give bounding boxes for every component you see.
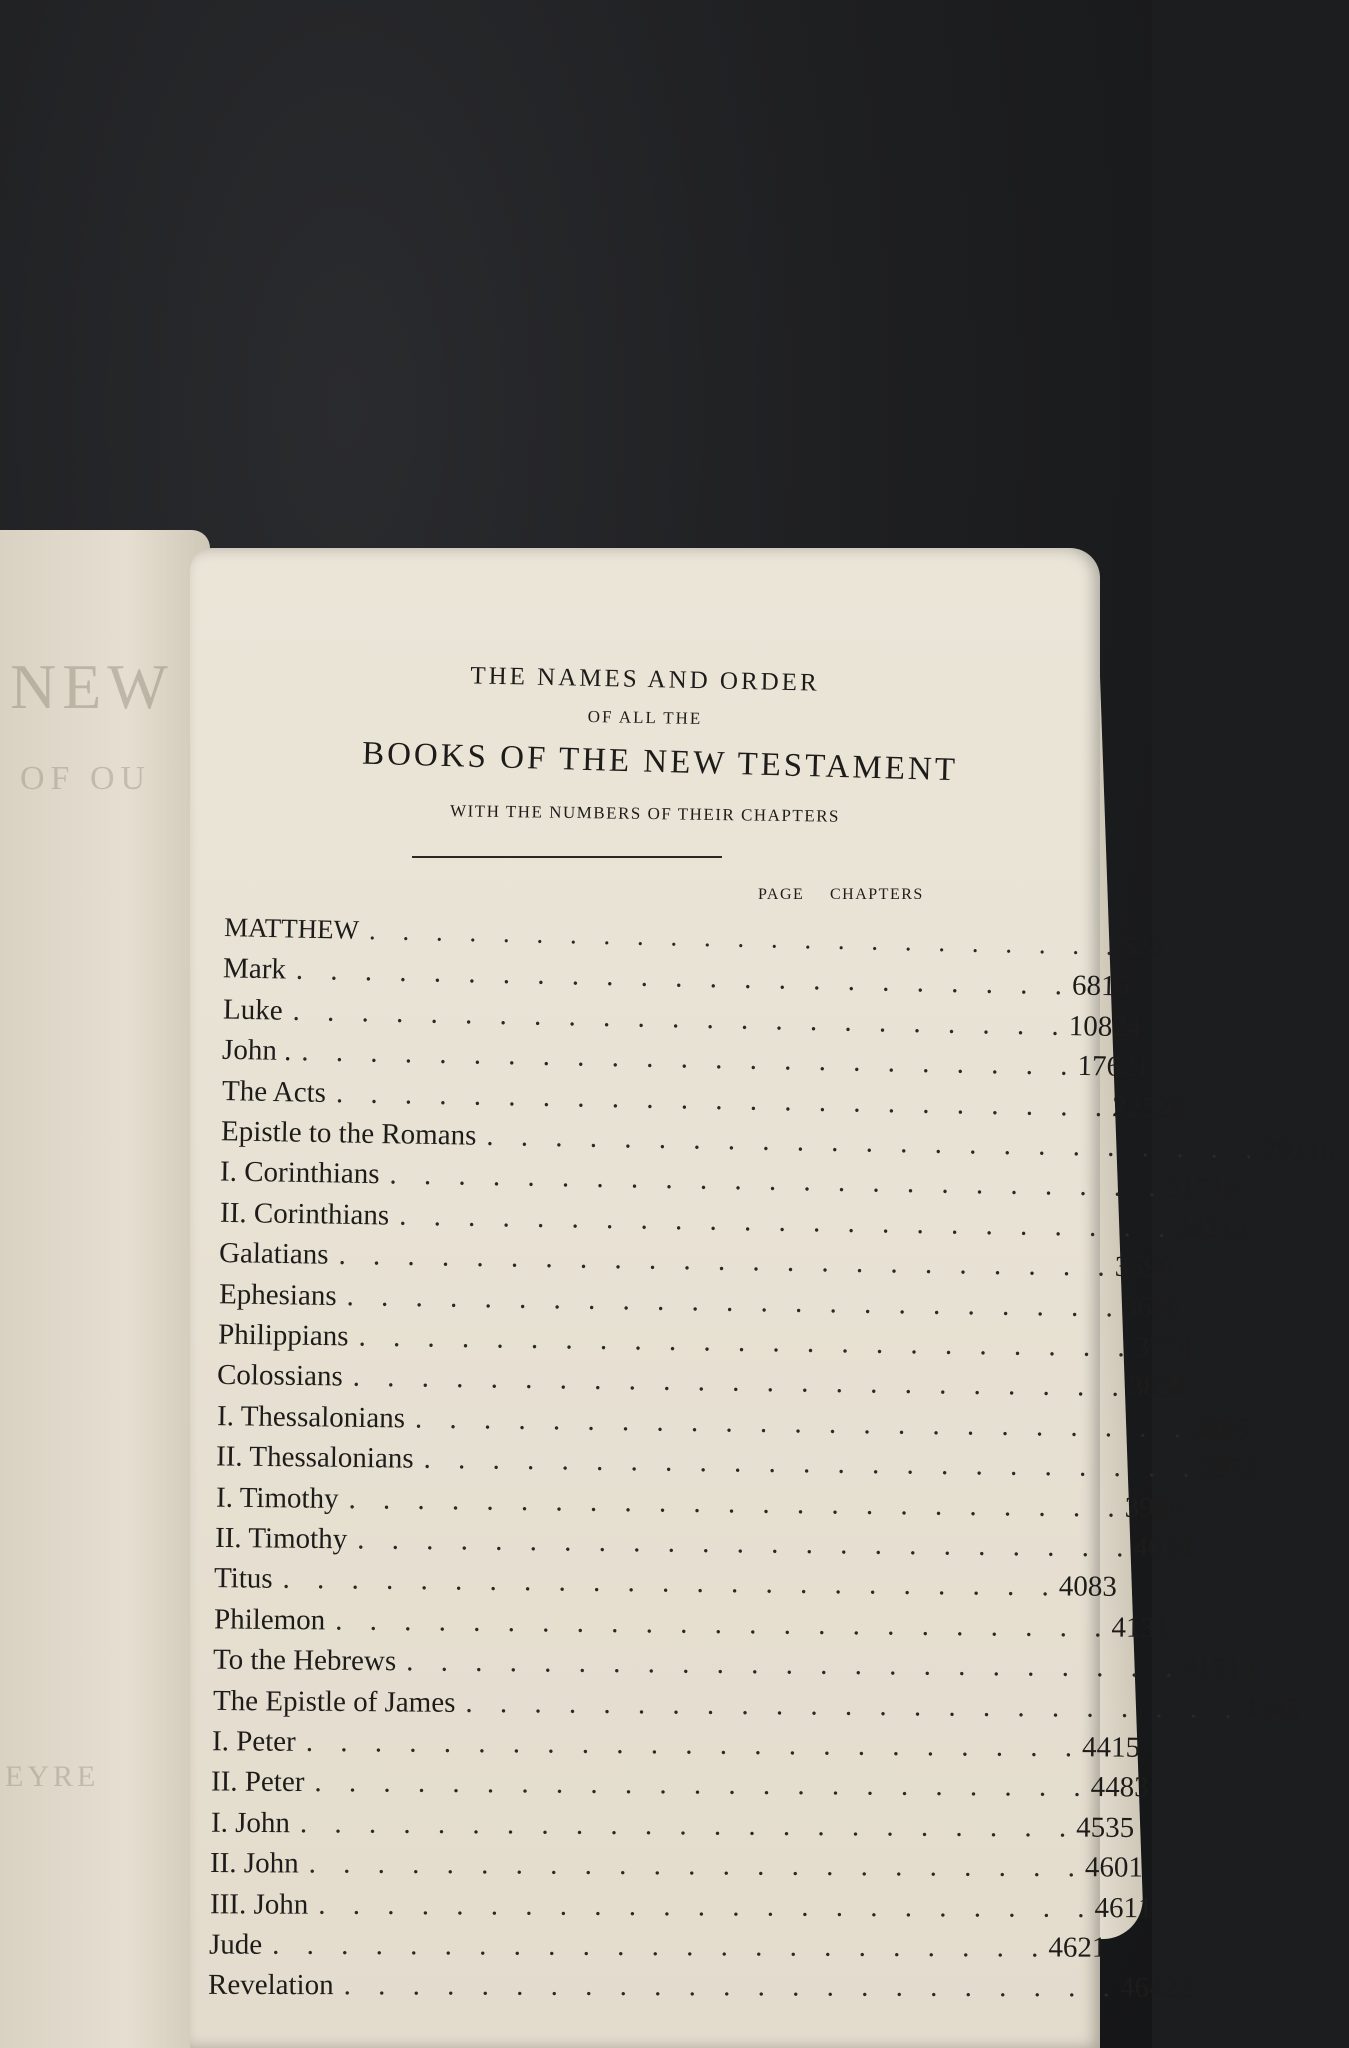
list-item (211, 1725, 1141, 1767)
leader-dots: . . . . . . . . . . . . . . . . . . . . . . . (414, 1402, 1192, 1445)
book-chapter-count: 16 (1101, 970, 1131, 1004)
leader-dots: . . . . . . . . . . . . . . . . . . . . . . . (301, 1035, 1078, 1083)
leader-dots: . . . . . . . . . . . . . . . . . . . . . . . (335, 1076, 1112, 1123)
list-item (217, 1318, 1193, 1366)
book-chapter-count: 1 (1091, 1931, 1107, 1964)
book-name: MATTHEW (223, 912, 360, 945)
book-chapter-count: 21 (1120, 1050, 1151, 1084)
book-page-number: 176 (1077, 1050, 1122, 1083)
book-name: Jude (208, 1928, 263, 1961)
book-name: John . (221, 1033, 292, 1068)
book-page-number: 462 (1048, 1931, 1092, 1964)
book-page-number: 434 (1241, 1692, 1285, 1725)
left-page-show-through-imprint: EYRE (5, 1760, 100, 1793)
list-item (211, 1765, 1150, 1807)
heading-subtitle: WITH THE NUMBERS OF THEIR CHAPTERS (449, 801, 841, 826)
list-item (212, 1684, 1300, 1727)
list-item (214, 1521, 1192, 1566)
list-item (208, 1969, 1193, 2007)
leader-dots: . . . . . . . . . . . . . . . . . . . . . . . (334, 1604, 1112, 1644)
book-name: Luke (222, 993, 283, 1027)
book-chapter-count: 4 (1172, 1371, 1188, 1405)
column-header-chapters: CHAPTERS (830, 886, 924, 903)
leader-dots: . . . . . . . . . . . . . . . . . . . . . . . (352, 1361, 1130, 1404)
book-page-number: 395 (1199, 1452, 1244, 1485)
book-chapter-count: 6 (1165, 1291, 1181, 1324)
list-item (208, 1928, 1107, 1968)
book-name: II. Thessalonians (216, 1440, 415, 1475)
book-page-number: 389 (1190, 1412, 1235, 1445)
column-header-page: PAGE (758, 886, 805, 903)
book-name: To the Hebrews (213, 1643, 397, 1678)
book-name: I. Thessalonians (216, 1399, 405, 1435)
book-chapter-count: 1 (1128, 1851, 1144, 1884)
leader-dots: . . . . . . . . . . . . . . . . . . . . . . . (292, 994, 1069, 1042)
leader-dots: . . . . . . . . . . . . . . . . . . . . . . . (346, 1279, 1123, 1324)
book-page-number: 464 (1120, 1971, 1164, 2004)
leader-dots: . . . . . . . . . . . . . . . . . . . . . . . (347, 1482, 1125, 1524)
leader-dots: . . . . . . . . . . . . . . . . . . . . . . . (308, 1847, 1086, 1884)
book-page-number: 453 (1075, 1811, 1120, 1844)
book-chapter-count: 5 (1125, 1731, 1141, 1764)
book-name: Philippians (217, 1318, 349, 1353)
left-page-show-through-text: NEW (10, 651, 174, 722)
book-chapter-count: 3 (1134, 1771, 1150, 1804)
book-chapter-count: 5 (1284, 1692, 1300, 1725)
leader-dots: . . . . . . . . . . . . . . . . . . . . . . . (398, 1199, 1176, 1244)
book-chapter-count: 16 (1305, 1134, 1336, 1167)
list-item (219, 1196, 1248, 1246)
book-name: Ephesians (218, 1277, 337, 1312)
page-title: BOOKS OF THE NEW TESTAMENT (361, 735, 959, 789)
leader-dots: . . . . . . . . . . . . . . . . . . . . . . . (343, 1969, 1121, 2004)
book-page-number: 413 (1111, 1611, 1155, 1644)
leader-dots: . . . . . . . . . . . . . . . . . . . . . . . (464, 1686, 1242, 1725)
book-chapter-count: 4 (1178, 1331, 1193, 1365)
book-chapter-count: 5 (1119, 1811, 1135, 1844)
list-item (210, 1806, 1135, 1847)
book-page-number: 460 (1084, 1851, 1129, 1884)
book-page-number: 448 (1090, 1771, 1135, 1804)
leader-dots: . . . . . . . . . . . . . . . . . . . . . . . (295, 954, 1073, 1002)
book-page-number: 108 (1068, 1009, 1113, 1043)
book-name: I. John (210, 1806, 290, 1839)
list-item (213, 1603, 1170, 1646)
book-name: I. Peter (211, 1725, 296, 1758)
book-chapter-count: 3 (1243, 1452, 1259, 1485)
book-name: Titus (214, 1562, 274, 1596)
list-item (216, 1440, 1259, 1486)
book-page-number: 225 (1111, 1090, 1156, 1124)
list-item (214, 1562, 1118, 1607)
book-page-number: 415 (1182, 1651, 1227, 1685)
book-page-number: 359 (1114, 1250, 1159, 1284)
book-chapter-count: 6 (1158, 1251, 1174, 1284)
book-page-number: 408 (1059, 1570, 1103, 1604)
list-item (209, 1887, 1153, 1927)
book-name: The Acts (221, 1074, 326, 1109)
list-item (213, 1643, 1256, 1687)
book-page-number: 342 (1174, 1211, 1219, 1245)
book-chapter-count: 28 (1154, 1091, 1185, 1125)
book-name: Galatians (219, 1237, 330, 1271)
book-name: Revelation (208, 1969, 335, 2002)
leader-dots: . . . . . . . . . . . . . . . . . . . . . . . (357, 1523, 1134, 1564)
book-name: I. Corinthians (220, 1155, 381, 1191)
book-name: II. Corinthians (219, 1196, 390, 1232)
leader-dots: . . . . . . . . . . . . . . . . . . . . . . . (282, 1563, 1060, 1603)
book-chapter-count: 3 (1102, 1571, 1118, 1604)
leader-dots: . . . . . . . . . . . . . . . . . . . . . . . (272, 1928, 1049, 1964)
list-item (215, 1481, 1183, 1526)
book-name: II. Peter (211, 1765, 305, 1799)
leader-dots: . . . . . . . . . . . . . . . . . . . . . . . (368, 915, 1123, 961)
book-name: II. Timothy (214, 1521, 348, 1556)
leader-dots: . . . . . . . . . . . . . . . . . . . . . . . (338, 1239, 1116, 1283)
leader-dots: . . . . . . . . . . . . . . . . . . . . . . . (486, 1119, 1263, 1166)
book-page-number: 377 (1134, 1331, 1179, 1364)
list-item (210, 1847, 1144, 1887)
book-name: Epistle to the Romans (220, 1115, 477, 1152)
leader-dots: . . . . . . . . . . . . . . . . . . . . . . . (305, 1725, 1083, 1764)
divider-rule (412, 856, 722, 858)
book-chapter-count: 22 (1163, 1971, 1193, 2005)
book-chapter-count: 1 (1154, 1611, 1170, 1644)
book-page-number: 291 (1262, 1133, 1307, 1167)
list-item (217, 1359, 1188, 1405)
heading-of-all-the: OF ALL THE (587, 707, 703, 728)
leader-dots: . . . . . . . . . . . . . . . . . . . . . . . (406, 1645, 1183, 1684)
left-page-show-through-subtext: OF OU (20, 760, 152, 797)
book-chapter-count: 5 (1234, 1412, 1250, 1445)
book-chapter-count: 16 (1209, 1172, 1239, 1205)
leader-dots: . . . . . . . . . . . . . . . . . . . . . . . (317, 1888, 1095, 1924)
book-name: II. John (210, 1847, 299, 1880)
book-name: Mark (223, 952, 287, 986)
book-name: III. John (209, 1887, 308, 1921)
book-page-number: 441 (1081, 1731, 1126, 1764)
book-name: The Epistle of James (212, 1684, 456, 1719)
book-chapter-count: 1 (1137, 1891, 1153, 1924)
left-page (0, 530, 210, 2048)
book-page-number: 68 (1072, 969, 1102, 1003)
book-chapter-count: 24 (1111, 1010, 1142, 1044)
leader-dots: . . . . . . . . . . . . . . . . . . . . . . . (389, 1158, 1167, 1204)
leader-dots: . . . . . . . . . . . . . . . . . . . . . . . (358, 1320, 1135, 1364)
leader-dots: . . . . . . . . . . . . . . . . . . . . . . . (299, 1807, 1077, 1844)
book-name: I. Timothy (215, 1481, 339, 1515)
leader-dots: . . . . . . . . . . . . . . . . . . . . . . . (314, 1766, 1092, 1804)
book-page-number: 403 (1133, 1531, 1178, 1564)
book-chapter-count: 13 (1218, 1212, 1248, 1246)
book-page-number: 398 (1124, 1491, 1169, 1524)
book-page-number: 5 (1122, 930, 1137, 962)
book-page-number: 368 (1122, 1291, 1167, 1324)
list-item (219, 1237, 1174, 1285)
book-chapter-count: 4 (1176, 1531, 1192, 1565)
list-item (216, 1399, 1250, 1446)
book-chapter-count: 13 (1226, 1652, 1256, 1685)
book-chapter-count: 28 (1135, 931, 1164, 962)
book-name: Colossians (217, 1359, 344, 1393)
book-page-number: 317 (1165, 1171, 1210, 1205)
contents-page (190, 548, 1336, 2048)
book-chapter-count: 6 (1167, 1491, 1183, 1524)
list-item (218, 1277, 1181, 1325)
heading-names-and-order: THE NAMES AND ORDER (470, 662, 820, 697)
book-page-number: 461 (1094, 1891, 1138, 1924)
book-page-number: 383 (1129, 1371, 1174, 1404)
list-item (220, 1155, 1239, 1205)
book-name: Philemon (213, 1603, 326, 1637)
leader-dots: . . . . . . . . . . . . . . . . . . . . . . . (423, 1442, 1201, 1485)
